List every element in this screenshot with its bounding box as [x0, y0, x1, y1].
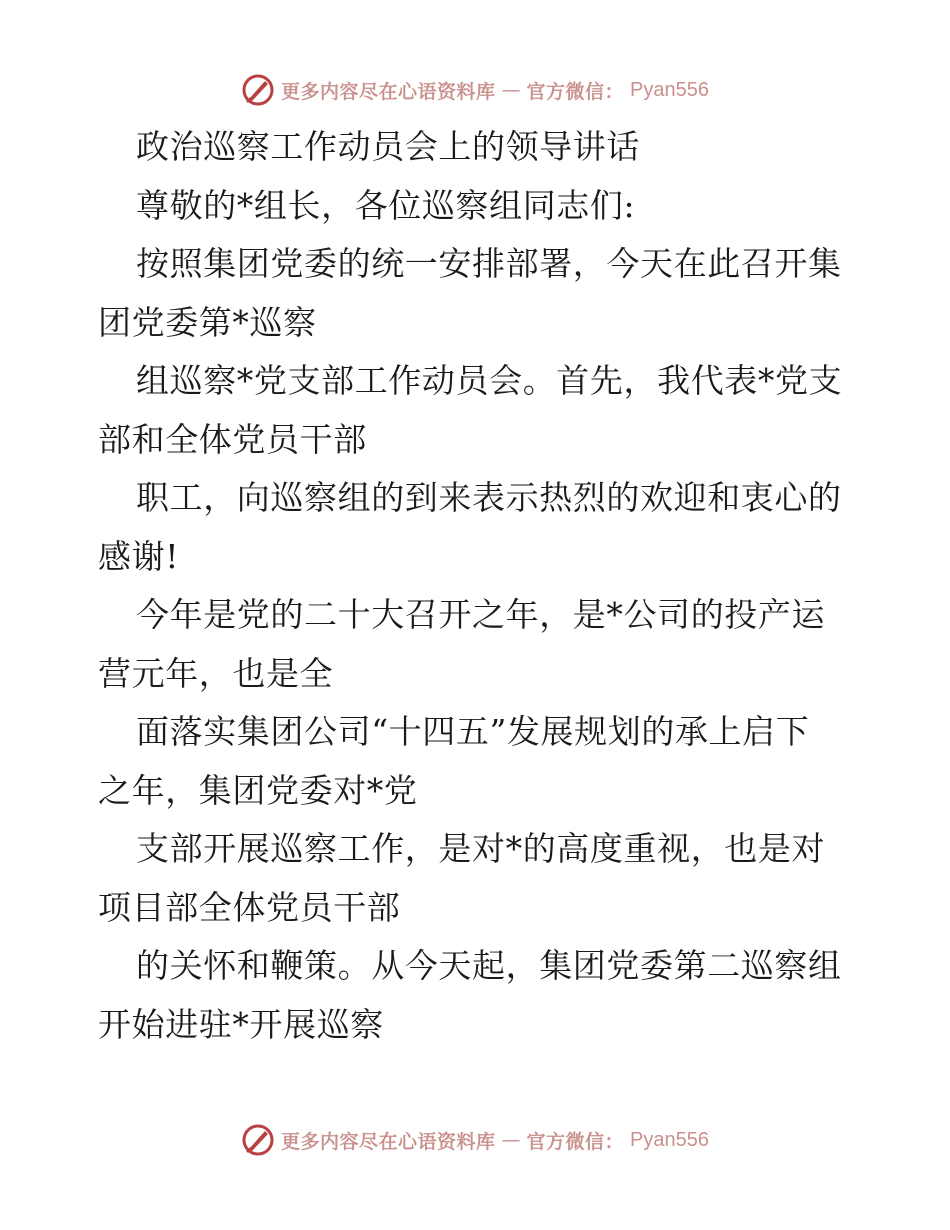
paragraph-line: 面落实集团公司“十四五”发展规划的承上启下 [136, 712, 810, 751]
footer-watermark [0, 1122, 950, 1158]
quill-pen-logo-icon [241, 73, 275, 107]
watermark-wechat-label: 官方微信： [526, 80, 625, 103]
paragraph-line: 部和全体党员干部 [98, 419, 367, 459]
paragraph-line: 团党委第*巡察 [98, 302, 317, 342]
watermark-separator: — [501, 79, 521, 101]
paragraph-line: 之年，集团党委对*党 [98, 770, 418, 810]
paragraph-line: 今年是党的二十大召开之年，是*公司的投产运 [136, 595, 826, 634]
paragraph-line: 的关怀和鞭策。从今天起，集团党委第二巡察组 [136, 946, 842, 985]
paragraph-line: 职工，向巡察组的到来表示热烈的欢迎和衷心的 [136, 478, 842, 517]
paragraph-line: 开始进驻*开展巡察 [98, 1004, 384, 1044]
paragraph-line: 按照集团党委的统一安排部署，今天在此召开集 [136, 244, 842, 283]
watermark-site-text: 更多内容尽在心语资料库 [281, 1130, 496, 1153]
paragraph-line: 项目部全体党员干部 [98, 887, 401, 927]
quill-pen-logo-icon [241, 1123, 275, 1157]
watermark-wechat-id: Pyan556 [630, 78, 709, 101]
document-body [98, 118, 858, 1054]
watermark-group [241, 1123, 709, 1157]
watermark-wechat-label: 官方微信： [526, 1130, 625, 1153]
watermark-site-text: 更多内容尽在心语资料库 [281, 80, 496, 103]
header-watermark [0, 72, 950, 108]
document-title: 政治巡察工作动员会上的领导讲话 [136, 127, 640, 166]
watermark-group [241, 73, 709, 107]
paragraph-line: 支部开展巡察工作，是对*的高度重视，也是对 [136, 829, 826, 868]
salutation-line: 尊敬的*组长，各位巡察组同志们: [136, 185, 636, 225]
watermark-wechat-id: Pyan556 [630, 1128, 709, 1151]
paragraph-line: 组巡察*党支部工作动员会。首先，我代表*党支 [136, 361, 843, 400]
paragraph-line: 感谢! [98, 536, 180, 576]
paragraph-line: 营元年，也是全 [98, 653, 334, 693]
watermark-separator: — [501, 1129, 521, 1151]
